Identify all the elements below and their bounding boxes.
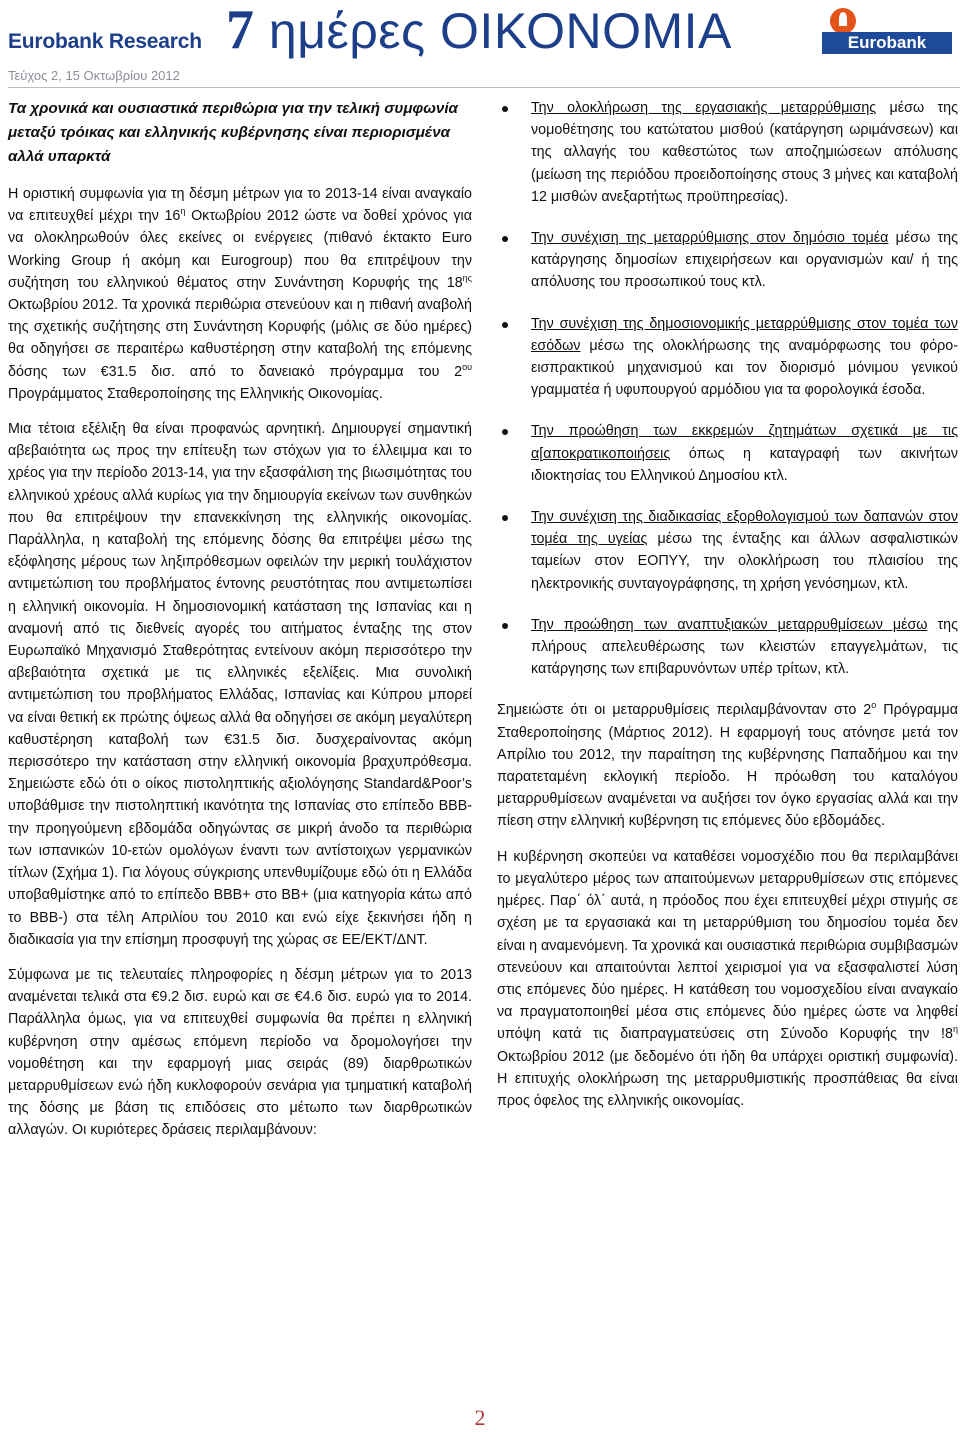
reform-link[interactable]: Την προώθηση των εκκρεμών ζητημάτων σχετικά με τις α[αποκρατικοποιήσεις (531, 423, 958, 462)
eurobank-emblem-icon (830, 8, 856, 34)
section-heading: Τα χρονικά και ουσιαστικά περιθώρια για την τελική συμφωνία μεταξύ τρόικας και ελληνικής κυβέρνησης είναι περιορισμένα αλλά υπαρκτά (8, 100, 458, 165)
page-number: 2 (474, 1405, 486, 1430)
eurobank-research-logo: Eurobank Research (8, 30, 202, 53)
paragraph: Μια τέτοια εξέλιξη θα είναι προφανώς αρνητική. Δημιουργεί σημαντική αβεβαιότητα ως προς την επίτευξη των στόχων για το έλλειμμα και το χρέος για την περίοδο 2013-14, για την εξασφάλιση της βιωσιμότητας του ελληνικού χρέους αλλά κυρίως για την δημιουργία εκείνων των συνθηκών που θα επιτρέψουν την επανεκκίνηση της ελληνικής οικονομίας. Παράλληλα, η καταβολή της επόμενης δόσης θα επιτρέψει μέσω της εξόφλησης μέρους των ληξιπρόθεσμων οφειλών την μερική τουλάχιστον αντιμετώπιση του προβλήματος έντονης ρευστότητας που αντιμετωπίσει η ελληνική οικονομία. Η δημοσιονομική κατάσταση της Ισπανίας και η αναμονή από τις διεθνείς αγορές του αιτήματος ένταξης της στον Ευρωπαϊκό Μηχανισμό Σταθερότητας εντείνουν ακόμη περισσότερο την αβεβαιότητα σχετικά με τις ελληνικές εξελίξεις. Μια συνολική αντιμετώπιση του προβλήματος Ελλάδας, Ισπανίας και Κύπρου μπορεί να είναι θετική εκ πρώτης όψεως αλλά θα οδηγήσει σε ακόμη μεγαλύτερη καθυστέρηση καταβολή των €31.5 δισ. δυσχεραίνοντας ακόμη περισσότερο την κατάσταση στην ελληνική οικονομία βραχυπρόθεσμα. Σημειώστε εδώ ότι ο οίκος πιστοληπτικής αξιολόγησης Standard&Poor’s υποβάθμισε την πιστοληπτική ικανότητα της Ισπανίας στο επίπεδο BBB- την προηγούμενη εβδομάδα οδηγώντας σε μικρή άνοδο τα περιθώρια των ισπανικών 10-ετών ομολόγων έναντι των αντίστοιχων γερμανικών τίτλων (Σχήμα 1). Για λόγους σύγκρισης υπενθυμίζουμε εδώ ότι η Ελλάδα υποβαθμίστηκε από το επίπεδο BBB+ στο BB+ (μια κατηγορία κάτω από το BBB-) στα τέλη Απριλίου του 2010 και ενώ είχε ξεκινήσει ήδη η διαδικασία για την επίσημη προσφυγή της χώρας σε ΕΕ/ΕΚΤ/ΔΝΤ. (8, 421, 472, 948)
masthead-title: ημέρες ΟΙΚΟΝΟΜΙΑ (268, 3, 732, 59)
newsletter-masthead (226, 0, 732, 62)
reform-link[interactable]: Την προώθηση των αναπτυξιακών μεταρρυθμίσεων μέσω (531, 616, 928, 633)
paragraph: Η κυβέρνηση σκοπεύει να καταθέσει νομοσχέδιο που θα περιλαμβάνει το μεγαλύτερο μέρος των απαιτούμενων μεταρρυθμίσεων στις επόμενες ημέρες. Παρ΄ όλ΄ αυτά, η πρόοδος που έχει επιτευχθεί μέχρι στιγμής σε σχέση με τα εργασιακά και τη μεταρρύθμιση του δημοσίου τομέα δεν είναι η αναμενόμενη. Τα χρονικά και ουσιαστικά περιθώρια συμβιβασμών στενεύουν και απαιτούνται λεπτοί χειρισμοί για να εξασφαλιστεί λύση στις επόμενες δύο ημέρες. Η κατάθεση του νομοσχεδίου είναι αναγκαίο να πραγματοποιηθεί μέσα στις επόμενες δύο ημέρες ώστε να ληφθεί υπόψη κατά τις διαπραγματεύσεις στη Σύνοδο Κορυφής την $!8^\eta$ Οκτωβρίου 2012 (με δεδομένο ότι ήδη θα υπάρχει οριστική συμφωνία). Η επιτυχής ολοκλήρωση της μεταρρυθμιστικής προσπάθειας θα είναι προς όφελος της ελληνικής οικονομίας. (497, 848, 958, 1109)
paragraph: Σημειώστε ότι οι μεταρρυθμίσεις περιλαμβάνονταν στο $2^o$ Πρόγραμμα Σταθεροποίησης (Μάρτιος 2012). Η εφαρμογή τους ατόνησε μετά τον Απρίλιο του 2012, την παραίτηση της κυβέρνησης Παπαδήμου και την παρατεταμένη εκλογική περίοδο. Η πρόωθση του καταλόγου μεταρρυθμίσεων αναμένεται να αυξήσει τον όγκο εργασίας αλλά και την πίεση στην ελληνική κυβέρνηση τις επόμενες δύο εβδομάδες. (497, 700, 958, 830)
eurobank-logo-text: Eurobank (822, 32, 952, 54)
page-header (0, 0, 960, 88)
list-item: Την συνέχιση της μεταρρύθμισης στον δημόσιο τομέα μέσω της κατάργησης δημοσίων επιχειρήσεων και οργανισμών και/ ή της απόλυσης του προσωπικού τους κτλ. (497, 227, 958, 294)
reform-link[interactable]: Την συνέχιση της διαδικασίας εξορθολογισμού των δαπανών στον τομέα της υγείας (531, 509, 958, 548)
right-column (497, 97, 958, 1125)
list-item: Την συνέχιση της δημοσιονομικής μεταρρύθμισης στον τομέα των εσόδων μέσω της ολοκλήρωσης της αναμόρφωσης του φόρο-εισπρακτικού μηχανισμού και τον διορισμό μόνιμου γενικού γραμματέα ή υφυπουργού αρμόδιου για τα φορολογικά έσοδα. (497, 313, 958, 402)
eurobank-logo (822, 8, 952, 52)
list-item: Την συνέχιση της διαδικασίας εξορθολογισμού των δαπανών στον τομέα της υγείας μέσω της ένταξης και άλλων ασφαλιστικών ταμείων στον ΕΟΠΥΥ, την ολοκλήρωση του πλαισίου της ηλεκτρονικής συνταγογράφησης, τη χρήση γενόσημων, κτλ. (497, 506, 958, 595)
reform-link[interactable]: Την ολοκλήρωση της εργασιακής μεταρρύθμισης (531, 100, 877, 116)
header-divider (8, 87, 960, 88)
paragraph: Η οριστική συμφωνία για τη δέσμη μέτρων για το 2013-14 είναι αναγκαίο να επιτευχθεί μέχρι την $16^\eta$ Οκτωβρίου 2012 ώστε να δοθεί χρόνος για να ολοκληρωθούν όλες εκείνες οι ενέργειες (πιθανό έκτακτο Euro Working Group ή ακόμη και Eurogroup) που θα επιτρέψουν την συζήτηση του ελληνικού θέματος στην Συνάντηση Κορυφής της $18^{\eta\varsigma}$ Οκτωβρίου 2012. Τα χρονικά περιθώρια στενεύουν και η πιθανή αναβολή της σχετικής συζήτησης στη Συνάντηση Κορυφής (μόλις σε δύο ημέρες) θα οδηγήσει σε περαιτέρω καθυστέρηση στην καταβολή της επόμενης δόσης των €31.5 δισ. από το δανειακό πρόγραμμα του $2^{o\upsilon}$ Προγράμματος Σταθεροποίησης της Ελληνικής Οικονομίας. (8, 186, 472, 402)
reform-link[interactable]: Την συνέχιση της δημοσιονομικής μεταρρύθμισης στον τομέα των εσόδων (531, 315, 958, 354)
list-item: Την ολοκλήρωση της εργασιακής μεταρρύθμισης μέσω της νομοθέτησης του κατώτατου μισθού (κατάργηση ωριμάνσεων) και της αλλαγής του καθεστώτος των αποζημιώσεων απόλυσης (μείωση της περιόδου προειδοποίησης στους 3 μήνες και καταβολή 12 μισθών ανεξαρτήτως προϋπηρεσίας). (497, 97, 958, 208)
issue-date: Τεύχος 2, 15 Οκτωβρίου 2012 (8, 68, 180, 83)
left-column (8, 97, 472, 1155)
masthead-number: 7 (226, 0, 255, 61)
paragraph: Σύμφωνα με τις τελευταίες πληροφορίες η δέσμη μέτρων για το 2013 αναμένεται τελικά στα €9.2 δισ. ευρώ και σε €4.6 δισ. ευρώ για το 2014. Παράλληλα όμως, για να επιτευχθεί συμφωνία θα πρέπει η ελληνική κυβέρνηση στην αμέσως επόμενη περίοδο να δρομολογήσει την νομοθέτηση και την εφαρμογή μιας σειράς (89) διαρθρωτικών μεταρρυθμίσεων ενώ ήδη κυκλοφορούν σενάρια για τμηματική καταβολή της δόσης με βάση τις επιδόσεις στο μέτωπο των διαρθρωτικών αλλαγών. Οι κυριότερες δράσεις περιλαμβάνουν: (8, 966, 472, 1139)
reform-link[interactable]: Την συνέχιση της μεταρρύθμισης στον δημόσιο τομέα (531, 230, 889, 247)
list-item: Την προώθηση των εκκρεμών ζητημάτων σχετικά με τις α[αποκρατικοποιήσεις όπως η καταγραφή των ακινήτων ιδιοκτησίας του Ελληνικού Δημοσίου κτλ. (497, 420, 958, 487)
list-item: Την προώθηση των αναπτυξιακών μεταρρυθμίσεων μέσω της πλήρους απελευθέρωσης των κλειστών επαγγελμάτων, τις κατάργησης των επιβαρυνόντων υπέρ τρίτων, κτλ. (497, 614, 958, 681)
reforms-list (497, 97, 958, 680)
